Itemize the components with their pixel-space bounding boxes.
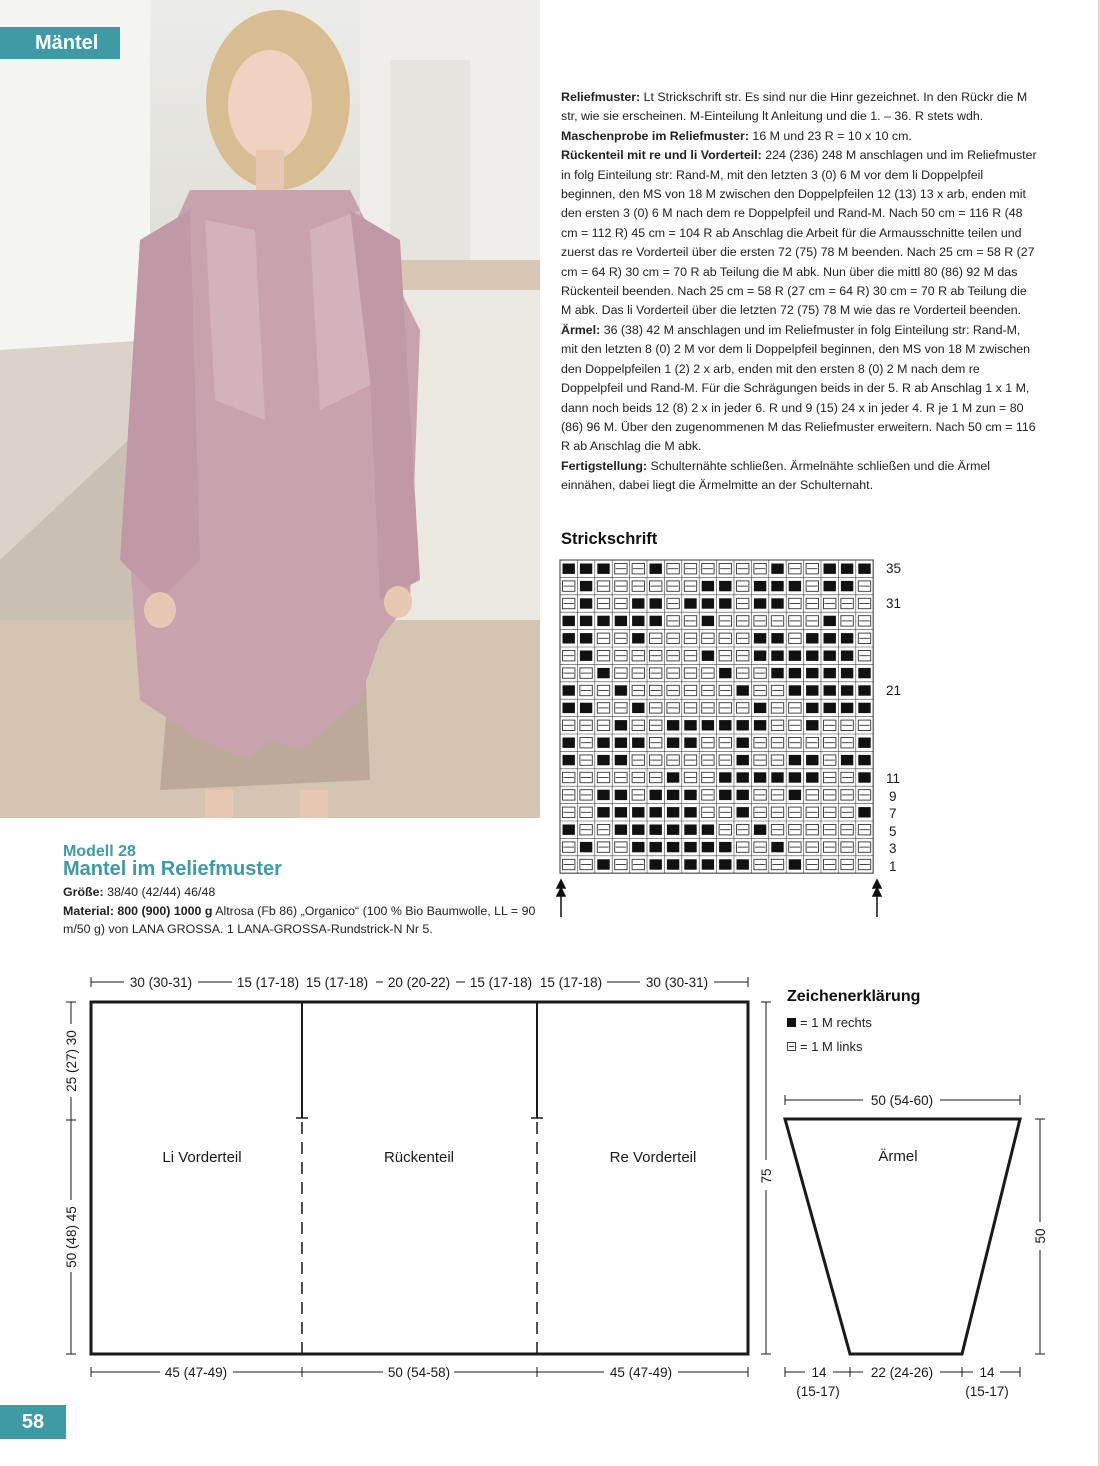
knit-stitch <box>702 616 714 626</box>
knit-stitch <box>858 703 870 713</box>
knit-stitch <box>858 738 870 748</box>
knit-stitch <box>632 842 644 852</box>
knit-stitch <box>719 859 731 869</box>
dim-label: 45 (47-49) <box>164 1365 228 1380</box>
panel-label: Re Vorderteil <box>609 1149 697 1166</box>
knit-stitch <box>824 633 836 643</box>
knit-stitch <box>667 790 679 800</box>
instruction-paragraph: Reliefmuster: Lt Strickschrift str. Es sind nur die Hinr gezeichnet. In den Rückr die M str, wie sie erscheinen. M-Einteilung lt Anleitung und die 1. – 36. R stets wdh. <box>561 90 1028 124</box>
knit-stitch <box>754 772 766 782</box>
knit-stitch <box>858 564 870 574</box>
dim-label: 75 <box>759 1168 774 1184</box>
knit-stitch <box>824 616 836 626</box>
knit-stitch <box>650 790 662 800</box>
knit-stitch <box>789 790 801 800</box>
dim-label: 20 (20-22) <box>387 975 451 990</box>
dim-label: (15-17) <box>796 1384 840 1399</box>
dim-label: 22 (24-26) <box>870 1365 934 1380</box>
material-line: Material: 800 (900) 1000 g Altrosa (Fb 86) „Organico“ (100 % Bio Baumwolle, LL = 90 m/50 g) von LANA GROSSA. 1 LANA-GROSSA-Rundstrick-N Nr 5. <box>63 903 536 936</box>
dim-label: 50 (48) 45 <box>64 1206 79 1268</box>
knit-stitch <box>650 807 662 817</box>
knit-stitch <box>702 842 714 852</box>
dim-label: 50 (54-60) <box>870 1093 934 1108</box>
size-line: Größe: 38/40 (42/44) 46/48 <box>63 885 216 899</box>
knit-stitch <box>667 825 679 835</box>
row-number: 7 <box>889 806 897 821</box>
dim-label: 30 (30-31) <box>129 975 193 990</box>
knit-stitch <box>719 581 731 591</box>
knit-stitch <box>563 755 575 765</box>
knit-stitch <box>615 738 627 748</box>
knit-stitch <box>632 703 644 713</box>
knit-stitch <box>841 685 853 695</box>
row-number: 21 <box>886 683 902 698</box>
knit-stitch <box>684 720 696 730</box>
knit-stitch <box>754 651 766 661</box>
knit-stitch <box>684 807 696 817</box>
knit-stitch <box>719 720 731 730</box>
knit-stitch <box>667 738 679 748</box>
knit-stitch <box>597 790 609 800</box>
knit-stitch <box>737 790 749 800</box>
knit-stitch <box>858 685 870 695</box>
knit-stitch <box>737 738 749 748</box>
knit-stitch <box>719 598 731 608</box>
knit-stitch <box>563 633 575 643</box>
knit-stitch <box>615 720 627 730</box>
knit-stitch <box>806 633 818 643</box>
knit-stitch <box>615 685 627 695</box>
instruction-paragraph: Rückenteil mit re und li Vorderteil: 224 (236) 248 M anschlagen und im Reliefmuster in folg Einteilung str: Rand-M, mit den letzten 3 (0) 6 M vor dem li Doppelpfeil beginnen, den MS von 18 M zwischen den Doppelpfeilen 12 (13) 13 x arb, enden mit den ersten 3 (0) 6 M nach dem re Doppelpfeil und Rand-M. Nach 50 cm = 116 R (48 cm = 112 R) 45 cm = 104 R ab Anschlag die Arbeit für die Armausschnitte teilen und zuerst das re Vorderteil über die ersten 72 (75) 78 M beenden. Nach 25 cm = 58 R (27 cm = 64 R) 30 cm = 70 R ab Teilung die M abk. Nun über die mittl 80 (86) 92 M das Rückenteil beenden. Nach 25 cm = 58 R (27 cm = 64 R) 30 cm = 70 R ab Teilung die M abk. Das li Vorderteil über die letzten 72 (75) 78 M wie das re Vorderteil beenden. <box>561 148 1037 318</box>
knit-stitch <box>632 825 644 835</box>
knit-stitch <box>719 842 731 852</box>
dim-label: 15 (17-18) <box>539 975 603 990</box>
knit-stitch <box>684 738 696 748</box>
knit-stitch <box>650 564 662 574</box>
knit-stitch <box>650 616 662 626</box>
knit-stitch <box>580 616 592 626</box>
knit-stitch <box>754 598 766 608</box>
knit-stitch <box>737 755 749 765</box>
knit-stitch <box>771 633 783 643</box>
knit-stitch <box>650 598 662 608</box>
knit-stitch <box>841 581 853 591</box>
knit-stitch <box>650 859 662 869</box>
knit-stitch <box>771 772 783 782</box>
knit-stitch <box>789 651 801 661</box>
knit-stitch <box>684 598 696 608</box>
knit-stitch <box>806 703 818 713</box>
knit-stitch <box>754 720 766 730</box>
knit-stitch <box>702 859 714 869</box>
knit-stitch <box>806 685 818 695</box>
double-arrow-left-icon <box>557 880 565 917</box>
knit-stitch <box>806 755 818 765</box>
knit-stitch <box>632 598 644 608</box>
dim-label: 50 <box>1033 1228 1048 1244</box>
knit-stitch <box>737 720 749 730</box>
knit-stitch <box>771 668 783 678</box>
knit-stitch <box>667 772 679 782</box>
knit-stitch <box>806 668 818 678</box>
legend-knit: = 1 M rechts <box>787 1015 872 1030</box>
knit-stitch <box>806 651 818 661</box>
knit-stitch <box>824 651 836 661</box>
knitting-chart <box>548 555 918 925</box>
knit-stitch <box>858 755 870 765</box>
knit-stitch <box>771 651 783 661</box>
knit-stitch <box>632 616 644 626</box>
knit-stitch <box>841 755 853 765</box>
knit-stitch <box>737 807 749 817</box>
legend-purl: = 1 M links <box>787 1039 863 1054</box>
knit-stitch <box>615 755 627 765</box>
knit-stitch <box>754 633 766 643</box>
dim-label: (15-17) <box>965 1384 1009 1399</box>
instruction-paragraph: Maschenprobe im Reliefmuster: 16 M und 23 R = 10 x 10 cm. <box>561 128 912 143</box>
model-title: Mantel im Reliefmuster <box>63 858 282 880</box>
knit-stitch <box>615 790 627 800</box>
knit-stitch <box>841 668 853 678</box>
knit-stitch <box>737 685 749 695</box>
model-photo <box>0 0 540 818</box>
instruction-paragraph: Fertigstellung: Schulternähte schließen. Ärmelnähte schließen und die Ärmel einnähen, dabei liegt die Ärmelmitte an der Schulternaht. <box>561 458 991 493</box>
knit-stitch <box>580 842 592 852</box>
dim-label: 45 (47-49) <box>609 1365 673 1380</box>
sleeve-label: Ärmel <box>878 1148 918 1165</box>
row-number: 11 <box>886 771 901 786</box>
knit-stitch <box>667 842 679 852</box>
dim-label: 14 <box>979 1365 995 1380</box>
knit-stitch <box>719 772 731 782</box>
knit-stitch <box>702 651 714 661</box>
dim-label: 50 (54-58) <box>387 1365 451 1380</box>
knit-stitch <box>632 738 644 748</box>
section-tab: Mäntel <box>0 27 120 59</box>
knit-stitch <box>737 859 749 869</box>
knit-stitch <box>719 790 731 800</box>
knit-stitch <box>563 564 575 574</box>
knit-stitch <box>754 703 766 713</box>
knit-stitch <box>789 859 801 869</box>
knit-stitch <box>563 685 575 695</box>
knit-stitch <box>597 564 609 574</box>
row-number: 5 <box>889 824 897 839</box>
knit-stitch <box>597 859 609 869</box>
panel-label: Li Vorderteil <box>162 1149 242 1166</box>
knit-stitch <box>597 807 609 817</box>
legend-title: Zeichenerklärung <box>787 988 921 1005</box>
knit-stitch <box>597 755 609 765</box>
knit-stitch <box>563 825 575 835</box>
knit-stitch <box>615 616 627 626</box>
knit-stitch <box>841 564 853 574</box>
knit-stitch <box>824 703 836 713</box>
knit-stitch <box>580 703 592 713</box>
knit-stitch <box>737 772 749 782</box>
knit-stitch <box>841 633 853 643</box>
knit-stitch <box>754 581 766 591</box>
knit-stitch <box>754 825 766 835</box>
row-number: 31 <box>886 596 902 611</box>
knit-stitch <box>615 807 627 817</box>
knit-stitch <box>824 564 836 574</box>
knit-stitch <box>580 651 592 661</box>
garment-schematic <box>0 960 1100 1410</box>
knit-stitch <box>667 720 679 730</box>
knit-stitch <box>702 598 714 608</box>
row-number: 9 <box>889 789 897 804</box>
instructions-text <box>561 88 1039 496</box>
knit-stitch <box>858 807 870 817</box>
knit-stitch <box>684 842 696 852</box>
knit-stitch <box>615 825 627 835</box>
knit-stitch <box>597 738 609 748</box>
double-arrow-right-icon <box>873 880 881 917</box>
knit-stitch <box>667 807 679 817</box>
knit-stitch <box>597 616 609 626</box>
row-number: 1 <box>889 859 897 874</box>
knit-stitch <box>771 598 783 608</box>
panel-label: Rückenteil <box>383 1149 455 1166</box>
dim-label: 14 <box>811 1365 827 1380</box>
knit-stitch <box>684 790 696 800</box>
knit-stitch <box>789 581 801 591</box>
dim-label: 15 (17-18) <box>236 975 300 990</box>
knit-stitch <box>563 616 575 626</box>
dim-label: 15 (17-18) <box>305 975 369 990</box>
knit-stitch <box>684 859 696 869</box>
chart-title: Strickschrift <box>561 530 658 548</box>
knit-stitch <box>667 859 679 869</box>
knit-stitch <box>806 720 818 730</box>
knit-stitch <box>563 738 575 748</box>
knit-stitch <box>789 772 801 782</box>
knit-stitch <box>580 633 592 643</box>
knit-stitch <box>580 581 592 591</box>
knit-stitch <box>632 633 644 643</box>
knit-stitch <box>771 564 783 574</box>
knit-stitch <box>597 668 609 678</box>
knit-stitch <box>702 720 714 730</box>
knit-stitch <box>789 685 801 695</box>
knit-stitch <box>824 581 836 591</box>
knit-stitch <box>563 703 575 713</box>
knit-stitch <box>684 825 696 835</box>
dim-label: 30 (30-31) <box>645 975 709 990</box>
row-number: 35 <box>886 561 902 576</box>
knit-stitch <box>841 651 853 661</box>
knit-stitch <box>858 668 870 678</box>
knit-stitch <box>771 581 783 591</box>
page-number: 58 <box>0 1405 66 1439</box>
knit-stitch <box>824 668 836 678</box>
knit-stitch <box>650 842 662 852</box>
knit-stitch <box>824 685 836 695</box>
knit-stitch <box>702 581 714 591</box>
knit-stitch <box>632 807 644 817</box>
knit-stitch <box>771 842 783 852</box>
knit-stitch <box>650 825 662 835</box>
row-number: 3 <box>889 841 897 856</box>
knit-stitch <box>789 668 801 678</box>
knit-stitch <box>580 564 592 574</box>
knit-stitch <box>702 825 714 835</box>
dim-label: 15 (17-18) <box>469 975 533 990</box>
knit-stitch <box>858 772 870 782</box>
instruction-paragraph: Ärmel: 36 (38) 42 M anschlagen und im Reliefmuster in folg Einteilung str: Rand-M, mit den letzten 8 (0) 2 M vor dem li Doppelpfeil beginnen, den MS von 18 M zwischen den Doppelpfeilen 1 (2) 2 x arb, enden mit den ersten 8 (0) 2 M nach dem re Doppelpfeil und Rand-M. Für die Schrägungen beids in der 5. R ab Anschlag 1 x 1 M, dann noch beids 12 (8) 2 x in jeder 6. R und 9 (15) 24 x in jeder 4. R je 1 M zun = 80 (86) 96 M. Über den zugenommenen M das Reliefmuster erweitern. Nach 50 cm = 116 R ab Anschlag die M abk. <box>561 322 1036 454</box>
knit-stitch <box>841 703 853 713</box>
knit-stitch <box>719 668 731 678</box>
knit-stitch <box>580 598 592 608</box>
knit-stitch <box>789 755 801 765</box>
model-info <box>63 883 538 939</box>
model-number: Modell 28 <box>63 843 136 860</box>
knit-stitch <box>806 772 818 782</box>
dim-label: 25 (27) 30 <box>64 1030 79 1092</box>
